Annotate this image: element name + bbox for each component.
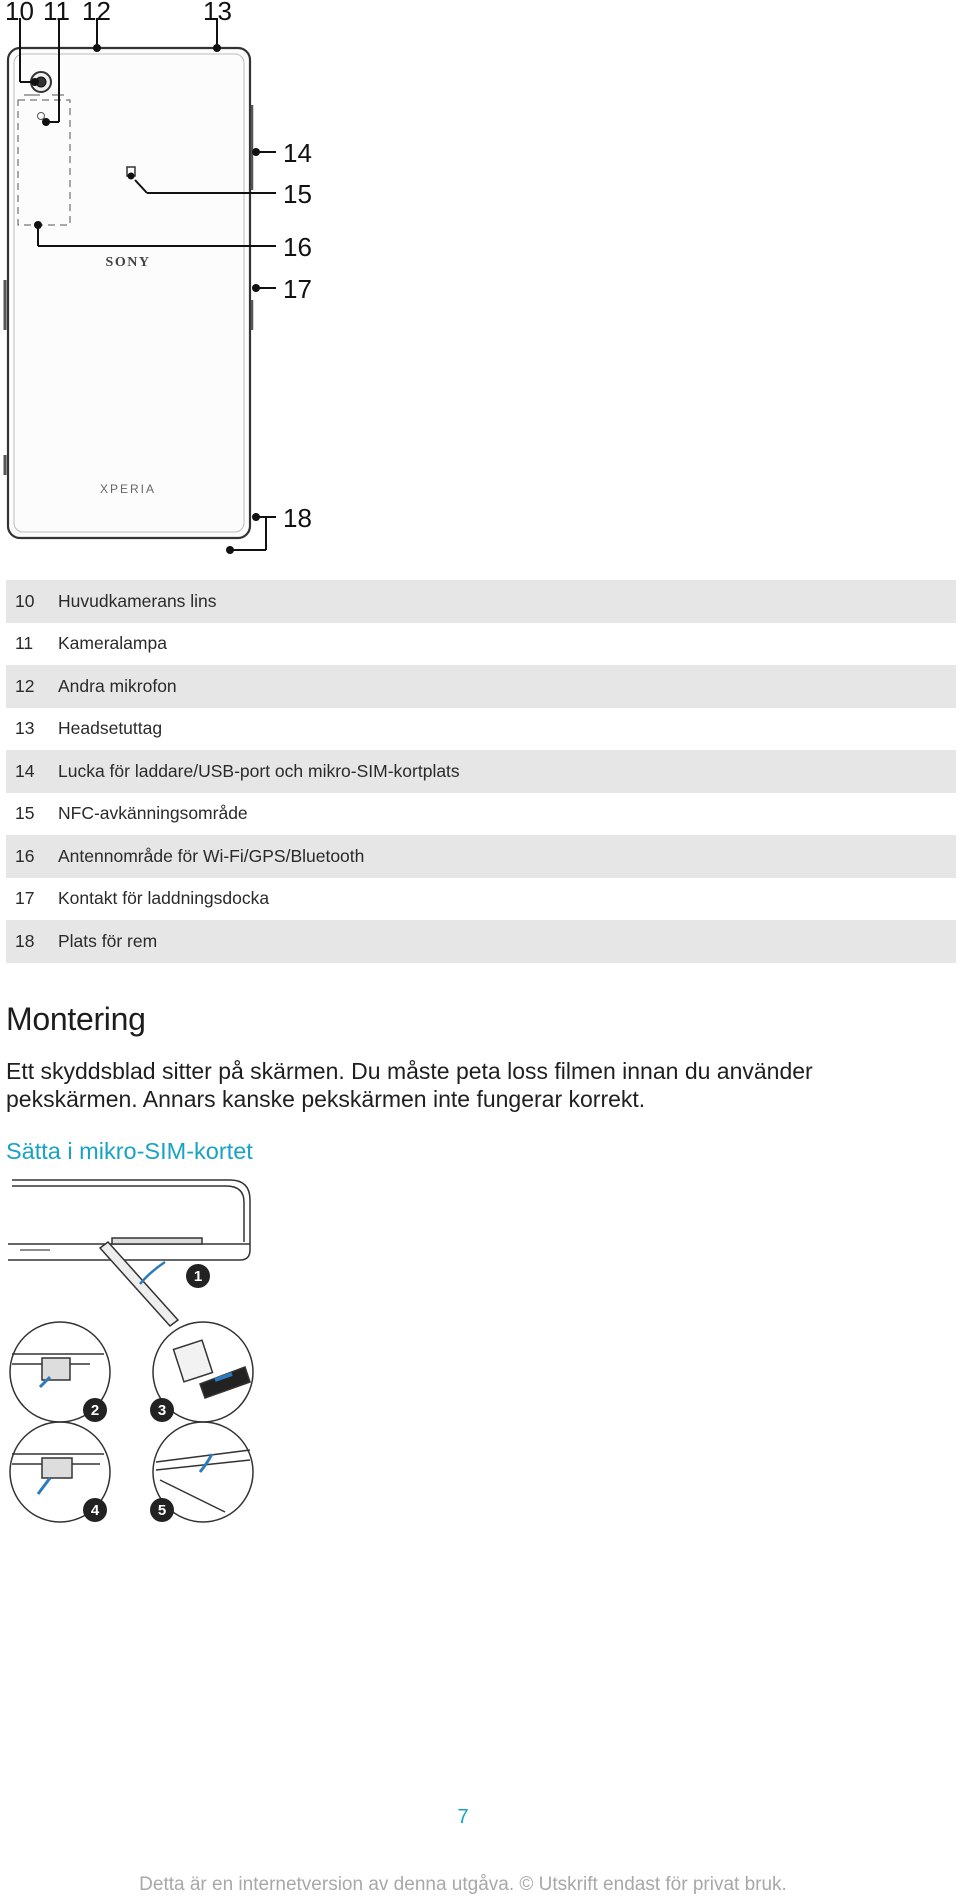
step-2-label: 2: [90, 1402, 100, 1419]
brand-logo: SONY: [105, 255, 151, 270]
callout-13: 13: [203, 0, 232, 26]
callout-15: 15: [283, 179, 312, 209]
step-4-label: 4: [90, 1502, 100, 1519]
table-row: [6, 708, 956, 751]
row-label: Kameralampa: [58, 633, 167, 654]
row-label: NFC-avkänningsområde: [58, 803, 248, 824]
callout-12: 12: [82, 0, 111, 26]
row-number: 17: [15, 888, 35, 909]
section-body: Ett skyddsblad sitter på skärmen. Du måste peta loss filmen innan du använder pekskärmen. Annars kanske pekskärmen inte fungerar korrekt.: [6, 1058, 813, 1112]
row-label: Headsetuttag: [58, 718, 163, 739]
row-number: 16: [15, 845, 35, 866]
row-number: 11: [15, 633, 34, 654]
table-row: [6, 750, 956, 793]
row-label: Huvudkamerans lins: [58, 590, 217, 611]
row-label: Plats för rem: [58, 930, 158, 951]
section-heading: Montering: [6, 1001, 146, 1037]
row-label: Kontakt för laddningsdocka: [58, 888, 270, 909]
table-row: [6, 580, 956, 623]
callout-11: 11: [43, 0, 70, 26]
row-number: 14: [15, 760, 35, 781]
footer-note: Detta är en internetversion av denna utgåva. © Utskrift endast för privat bruk.: [139, 1874, 787, 1895]
table-row: [6, 878, 956, 921]
row-number: 10: [15, 590, 35, 611]
model-logo: XPERIA: [99, 482, 157, 496]
step-1-label: 1: [193, 1268, 203, 1285]
callout-18: 18: [283, 503, 312, 533]
callout-17: 17: [283, 274, 312, 304]
table-row: [6, 665, 956, 708]
row-number: 15: [15, 803, 35, 824]
row-label: Andra mikrofon: [58, 675, 177, 696]
step-5-label: 5: [157, 1502, 167, 1519]
phone-back-diagram: [0, 0, 340, 560]
row-label: Lucka för laddare/USB-port och mikro-SIM-kortplats: [58, 760, 460, 781]
callout-10: 10: [5, 0, 34, 26]
step-3-label: 3: [157, 1402, 167, 1419]
row-label: Antennområde för Wi-Fi/GPS/Bluetooth: [58, 845, 365, 866]
table-row: [6, 793, 956, 836]
row-number: 13: [15, 718, 35, 739]
callout-14: 14: [283, 138, 312, 168]
table-row: [6, 835, 956, 878]
section-subheading: Sätta i mikro-SIM-kortet: [6, 1138, 253, 1164]
table-row: [6, 920, 956, 963]
table-row: [6, 623, 956, 666]
row-number: 12: [15, 675, 35, 696]
sim-insertion-diagram: [0, 1172, 270, 1532]
parts-table: [6, 580, 956, 963]
row-number: 18: [15, 930, 35, 951]
page-number: 7: [457, 1806, 469, 1828]
callout-16: 16: [283, 232, 312, 262]
